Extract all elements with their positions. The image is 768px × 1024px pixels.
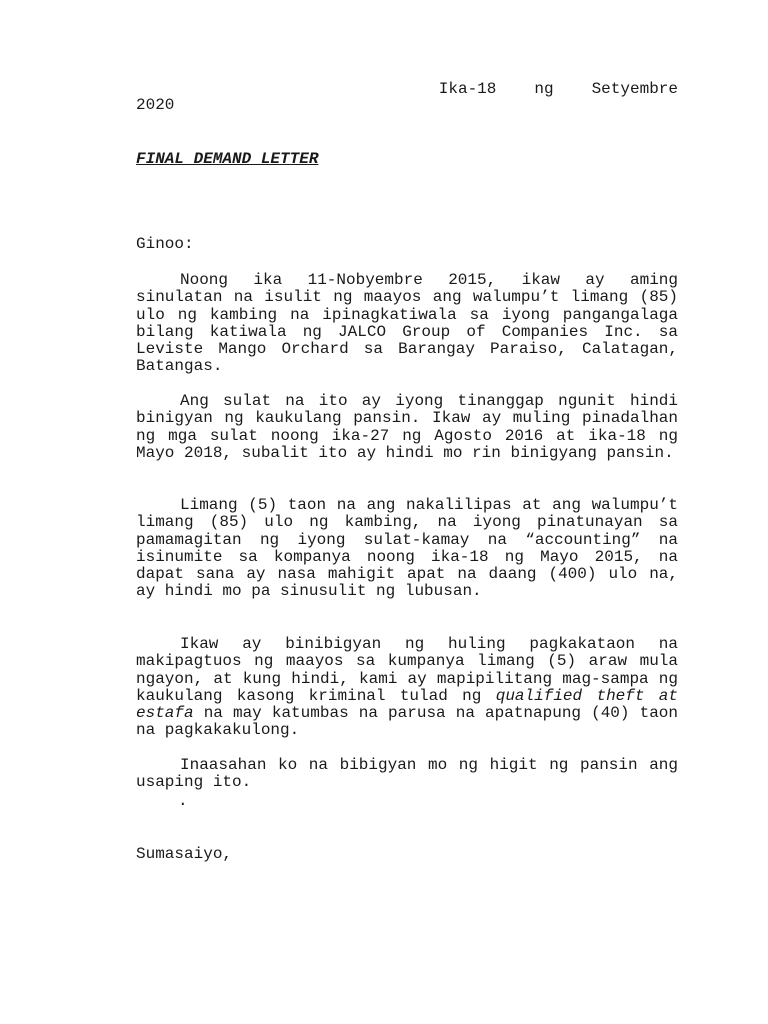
salutation: Ginoo: bbox=[136, 235, 194, 253]
letter-title: FINAL DEMAND LETTER bbox=[136, 150, 319, 168]
paragraph-4 bbox=[136, 636, 678, 740]
paragraph-1: Noong ika 11-Nobyembre 2015, ikaw ay aming sinulatan na isulit ng maayos ang walumpu’t limang (85) ulo ng kambing na ipinagkatiwala sa iyong pangangalaga bilang katiwala ng JALCO Group of Companies Inc. sa Leviste Mango Orchard sa Barangay Paraiso, Calatagan, Batangas. bbox=[136, 271, 678, 376]
paragraph-4-emphasis: qualified theft at estafa bbox=[136, 686, 679, 723]
closing: Sumasaiyo, bbox=[136, 845, 233, 863]
paragraph-4-before: Ikaw ay binibigyan ng huling pagkakataon na makipagtuos ng maayos sa kumpanya limang (5) araw mula ngayon, at kung hindi, kami ay mapipilitang mag-sampa ng kaukulang kasong kriminal tulad ng bbox=[136, 635, 678, 705]
letter-date bbox=[136, 80, 678, 98]
date-day: Ika-18 bbox=[438, 80, 497, 98]
date-month: Setyembre bbox=[591, 80, 678, 98]
date-day-month bbox=[136, 80, 678, 98]
date-connector: ng bbox=[534, 80, 554, 98]
paragraph-4-after: na may katumbas na parusa na apatnapung (40) taon na pagkakakulong. bbox=[136, 704, 678, 740]
date-year: 2020 bbox=[136, 96, 175, 114]
paragraph-2: Ang sulat na ito ay iyong tinanggap ngunit hindi binigyan ng kaukulang pansin. Ikaw ay muling pinadalhan ng mga sulat noong ika-27 ng Agosto 2016 at ika-18 ng Mayo 2018, subalit ito ay hindi mo rin binigyang pansin. bbox=[136, 392, 678, 462]
paragraph-3: Limang (5) taon na ang nakalilipas at ang walumpu’t limang (85) ulo ng kambing, na iyong pinatunayan sa pamamagitan ng iyong sulat-kamay na “accounting” na isinumite sa kompanya noong ika-18 ng Mayo 2015, na dapat sana ay nasa mahigit apat na daang (400) ulo na, ay hindi mo pa sinusulit ng lubusan. bbox=[136, 496, 678, 601]
stray-mark: . bbox=[178, 792, 188, 810]
paragraph-5: Inaasahan ko na bibigyan mo ng higit ng pansin ang usaping ito. bbox=[136, 756, 678, 792]
